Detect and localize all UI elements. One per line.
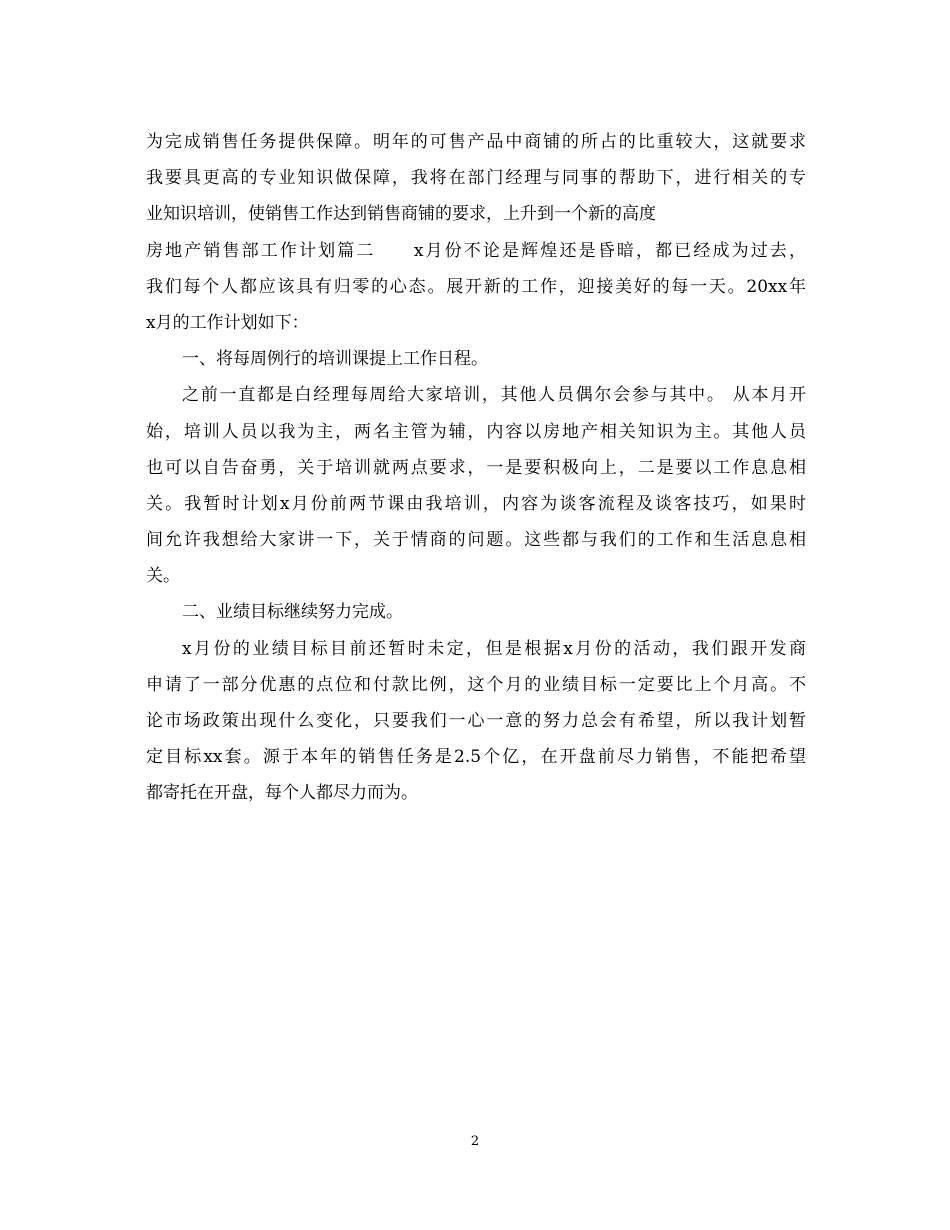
text-line: 论市场政策出现什么变化，只要我们一心一意的努力总会有希望，所以我计划暂: [146, 711, 806, 731]
text-line: 我要具更高的专业知识做保障，我将在部门经理与同事的帮助下，进行相关的专: [146, 168, 806, 189]
text-line: 定目标xx套。源于本年的销售任务是2.5个亿，在开盘前尽力销售，不能把希望: [146, 747, 806, 768]
text-line: 关。: [146, 566, 180, 587]
text-line: 也可以自告奋勇，关于培训就两点要求，一是要积极向上，二是要以工作息息相: [146, 457, 806, 478]
text-line: 为完成销售任务提供保障。明年的可售产品中商铺的所占的比重较大，这就要求: [146, 132, 806, 152]
text-line: 始，培训人员以我为主，两名主管为辅，内容以房地产相关知识为主。其他人员: [146, 421, 806, 442]
text-line: 都寄托在开盘，每个人都尽力而为。: [146, 783, 418, 804]
text-line: 间允许我想给大家讲一下，关于情商的问题。这些都与我们的工作和生活息息相: [146, 530, 806, 551]
text-line: x月份的业绩目标目前还暂时未定，但是根据x月份的活动，我们跟开发商: [182, 638, 806, 659]
section-heading: 一、将每周例行的培训课提上工作日程。: [182, 349, 488, 370]
text-line: 之前一直都是白经理每周给大家培训，其他人员偶尔会参与其中。 从本月开: [182, 385, 806, 406]
text-line: 我们每个人都应该具有归零的心态。展开新的工作，迎接美好的每一天。20xx年: [146, 276, 806, 297]
text-line: 关。我暂时计划x月份前两节课由我培训，内容为谈客流程及谈客技巧，如果时: [146, 493, 806, 514]
text-line: 房地产销售部工作计划篇二 x月份不论是辉煌还是昏暗，都已经成为过去，: [146, 240, 806, 261]
document-body: [146, 124, 806, 812]
page-number: 2: [470, 1134, 480, 1149]
text-line: 业知识培训，使销售工作达到销售商铺的要求，上升到一个新的高度: [146, 204, 656, 225]
text-line: 申请了一部分优惠的点位和付款比例，这个月的业绩目标一定要比上个月高。不: [146, 674, 806, 695]
text-line: x月的工作计划如下：: [146, 312, 309, 333]
section-heading: 二、业绩目标继续努力完成。: [182, 602, 403, 623]
